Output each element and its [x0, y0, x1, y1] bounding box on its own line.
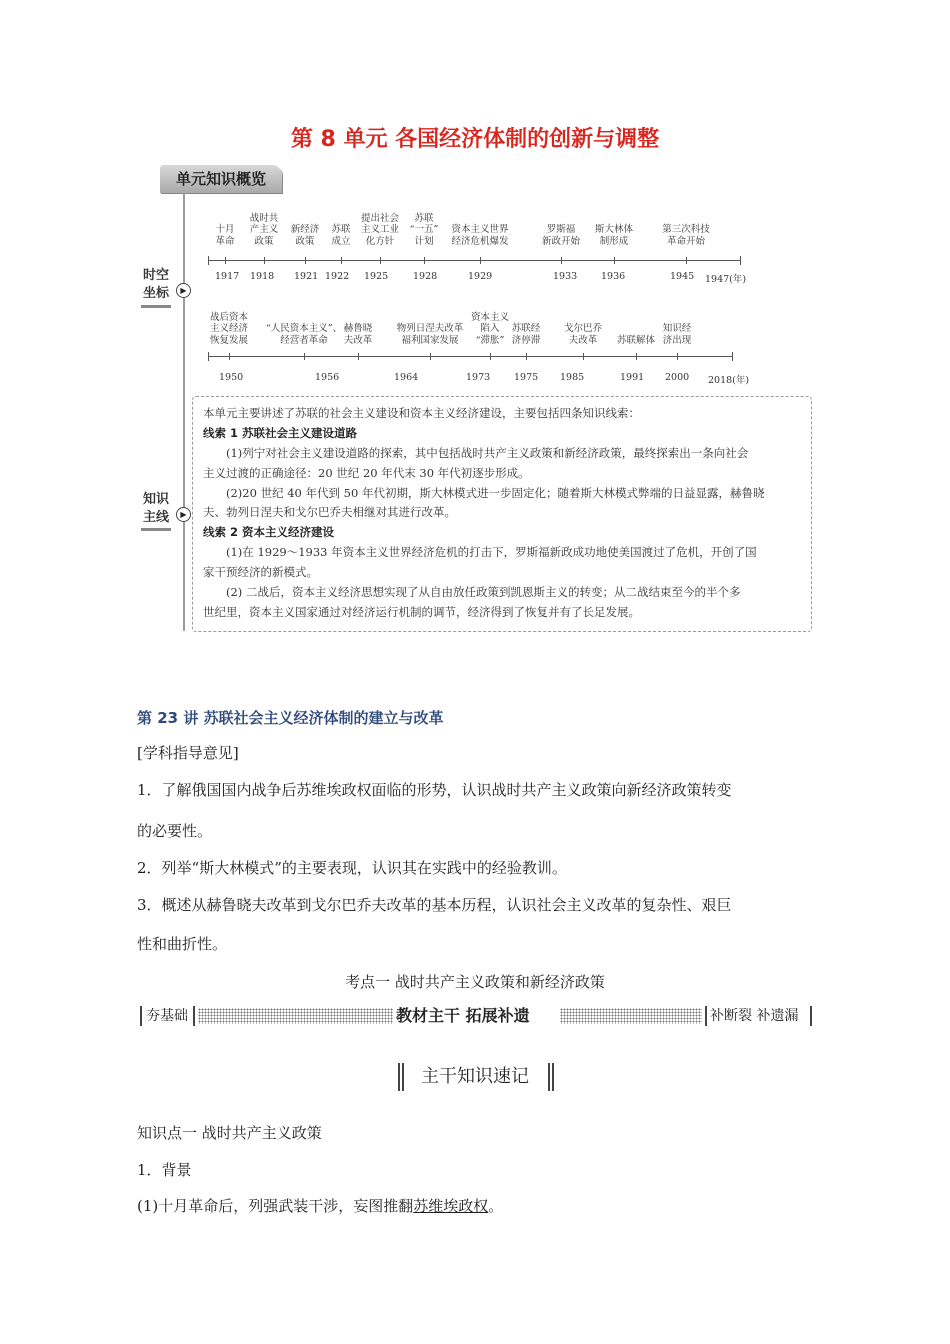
timeline-year: 1921 [294, 271, 319, 282]
guidance-line: 性和曲折性。 [137, 935, 228, 953]
banner-divider [193, 1006, 195, 1026]
timeline-event-line: “滞胀” [475, 334, 505, 346]
clue1-line: (1)列宁对社会主义建设道路的探索，其中包括战时共产主义政策和新经济政策，最终探索出一条向社会 [226, 446, 749, 460]
clue1-line: (2)20 世纪 40 年代到 50 年代初期，斯大林模式进一步固定化；随着斯大林模式弊端的日益显露，赫鲁晓 [226, 486, 765, 500]
timeline-axis-start [208, 352, 209, 361]
section-bar [548, 1063, 550, 1091]
timeline-event-line: 知识经 [662, 323, 692, 334]
timeline-axis-start [208, 256, 209, 265]
timeline-year: 1936 [601, 271, 626, 282]
timeline-year: 1933 [553, 271, 578, 282]
timeline-year: 1975 [514, 372, 539, 383]
background-line-underlined: 苏维埃政权 [413, 1197, 489, 1215]
timeline-tick [583, 353, 584, 360]
knowledge-intro: 本单元主要讲述了苏联的社会主义建设和资本主义经济建设，主要包括四条知识线索： [203, 406, 640, 420]
timeline-event-line: 夫改革 [343, 334, 373, 346]
timeline-event-line: 革命 [215, 235, 235, 247]
timeline-tick [424, 257, 425, 264]
knowledge-label-line1: 知识 [142, 492, 169, 507]
timeline-event-line: “人民资本主义”、 [265, 323, 343, 334]
timeline-event-line: 济停滞 [511, 334, 541, 346]
timeline-event-line: 斯大林体 [594, 224, 633, 235]
timeline-event-line: 化方针 [365, 235, 395, 247]
timeline-tick [636, 353, 637, 360]
guidance-heading: [学科指导意见] [137, 744, 239, 762]
timeline-tick [561, 257, 562, 264]
timeline-year: 1973 [466, 372, 491, 383]
background-heading: 1．背景 [137, 1161, 192, 1179]
timeline-year: 1991 [620, 372, 645, 383]
timeline-event [641, 224, 731, 247]
timeline-event-line: 政策 [254, 235, 274, 247]
timeline-year: 1917 [215, 271, 240, 282]
timeline-event-line: 提出社会 [360, 212, 399, 224]
timeline-year: 1985 [560, 372, 585, 383]
timeline-event-line: 经营者革命 [280, 334, 328, 346]
timeline-tick [305, 257, 306, 264]
timeline-tick [480, 257, 481, 264]
timeline-axis-end [740, 256, 741, 265]
banner-dots [198, 1008, 393, 1024]
clue1-line: 主义过渡的正确途径：20 世纪 20 年代末 30 年代初逐步形成。 [203, 466, 530, 480]
timeline-event-line: “一五” [409, 224, 439, 235]
spacetime-label-line1: 时空 [142, 268, 169, 283]
timeline-tick [380, 257, 381, 264]
play-arrow-icon: ▶ [176, 507, 191, 522]
timeline-year: 1947(年) [705, 274, 747, 285]
timeline-axis [208, 356, 732, 357]
timeline-event-line: 革命开始 [666, 235, 705, 247]
timeline-tick [614, 257, 615, 264]
timeline-axis [208, 260, 740, 261]
timeline-event-line: 戈尔巴乔 [563, 323, 602, 334]
banner-divider [140, 1006, 142, 1026]
timeline-event-line: 主义经济 [209, 323, 248, 334]
clue2-title: 线索 2 资本主义经济建设 [203, 525, 335, 539]
background-line-text: (1)十月革命后，列强武装干涉，妄图推翻 [137, 1197, 414, 1215]
background-line-suffix: 。 [488, 1197, 504, 1215]
timeline-event-line: 恢复发展 [209, 334, 248, 346]
timeline-tick [430, 353, 431, 360]
timeline-tick [341, 257, 342, 264]
timeline-event-line: 物列日涅夫改革 [396, 323, 464, 334]
guidance-line: 1．了解俄国国内战争后苏维埃政权面临的形势，认识战时共产主义政策向新经济政策转变 [137, 781, 732, 799]
timeline-event-line: 第三次科技 [662, 224, 710, 235]
banner-divider [810, 1006, 812, 1026]
banner-dots [560, 1008, 702, 1024]
lecture-title: 第 23 讲 苏联社会主义经济体制的建立与改革 [137, 709, 444, 727]
timeline-event-line: 罗斯福 [546, 224, 576, 235]
timeline-tick [264, 257, 265, 264]
clue2-line: 世纪里，资本主义国家通过对经济运行机制的调节，经济得到了恢复并有了长足发展。 [203, 605, 640, 619]
timeline-event-line: 陷入 [480, 323, 500, 334]
timeline-event-line: 苏联 [414, 212, 434, 224]
clue2-line: 家干预经济的新模式。 [203, 565, 318, 579]
timeline-event-line: 资本主义世界 [451, 224, 509, 235]
spacetime-label-bar [141, 305, 171, 308]
banner-divider [705, 1006, 707, 1026]
timeline-event [435, 224, 525, 247]
timeline-event-line: 苏联 [331, 224, 351, 235]
timeline-year: 1956 [315, 372, 340, 383]
timeline-year: 1928 [413, 271, 438, 282]
unit-title: 第 8 单元 各国经济体制的创新与调整 [290, 127, 660, 152]
knowledge-point-title: 知识点一 战时共产主义政策 [137, 1124, 322, 1142]
timeline-event-line: 苏联解体 [616, 334, 655, 346]
timeline-tick [677, 353, 678, 360]
timeline-event-line: 主义工业 [360, 224, 399, 235]
clue2-line: (1)在 1929～1933 年资本主义世界经济危机的打击下，罗斯福新政成功地使美国渡过了危机，开创了国 [226, 545, 757, 559]
knowledge-label [140, 491, 172, 527]
timeline-event-line: 政策 [295, 235, 315, 247]
knowledge-label-bar [141, 528, 171, 531]
timeline-event-line: 赫鲁晓 [343, 323, 373, 334]
timeline-tick [229, 353, 230, 360]
timeline-year: 1918 [250, 271, 275, 282]
clue2-line: (2) 二战后，资本主义经济思想实现了从自由放任政策到凯恩斯主义的转变；从二战结束至今的半个多 [226, 585, 741, 599]
timeline-event-line: 制形成 [599, 235, 629, 247]
timeline-year: 1922 [325, 271, 350, 282]
spacetime-label [140, 267, 172, 303]
timeline-event [632, 323, 722, 346]
timeline-event-line: 苏联经 [511, 323, 541, 334]
guidance-line: 3．概述从赫鲁晓夫改革到戈尔巴乔夫改革的基本历程，认识社会主义改革的复杂性、艰巨 [137, 896, 732, 914]
timeline-event-line: 产主义 [249, 224, 279, 235]
guidance-line: 2．列举“斯大林模式”的主要表现，认识其在实践中的经验教训。 [137, 859, 567, 877]
overview-tag: 单元知识概览 [160, 165, 282, 193]
clue1-line: 夫、勃列日涅夫和戈尔巴乔夫相继对其进行改革。 [203, 505, 456, 519]
timeline-tick [526, 353, 527, 360]
timeline-tick [304, 353, 305, 360]
banner-left: 夯基础 [146, 1008, 188, 1024]
timeline-event-line: 成立 [331, 235, 351, 247]
timeline-tick [358, 353, 359, 360]
clue1-title: 线索 1 苏联社会主义建设道路 [203, 426, 358, 440]
play-arrow-icon: ▶ [176, 283, 191, 298]
guidance-line: 的必要性。 [137, 822, 213, 840]
exam-point-title: 考点一 战时共产主义政策和新经济政策 [345, 973, 605, 991]
section-bar [552, 1063, 554, 1091]
timeline-event-line: 新政开始 [541, 235, 580, 247]
timeline-year: 1929 [468, 271, 493, 282]
timeline-year: 2000 [665, 372, 690, 383]
timeline-event-line: 新经济 [290, 224, 320, 235]
timeline-event-line: 济出现 [662, 334, 692, 346]
timeline-tick [686, 257, 687, 264]
banner-right: 补断裂 补遗漏 [710, 1008, 799, 1024]
spacetime-label-line2: 坐标 [142, 286, 169, 301]
banner-center: 教材主干 拓展补遗 [396, 1006, 530, 1025]
timeline-event-line: 战后资本 [209, 311, 248, 323]
timeline-year: 1964 [394, 372, 419, 383]
timeline-event-line: 福利国家发展 [401, 334, 459, 346]
timeline-year: 1945 [670, 271, 695, 282]
banner [140, 1003, 812, 1029]
timeline-event-line: 夫改革 [568, 334, 598, 346]
timeline-event-line: 计划 [414, 235, 434, 247]
timeline-axis-end [732, 352, 733, 361]
timeline-event-line: 经济危机爆发 [451, 235, 509, 247]
timeline-event-line: 战时共 [249, 212, 279, 224]
timeline-year: 1925 [364, 271, 389, 282]
timeline-year: 1950 [219, 372, 244, 383]
overview-vertical-line [183, 193, 185, 631]
knowledge-label-line2: 主线 [142, 510, 169, 525]
timeline-tick [225, 257, 226, 264]
timeline-year: 2018(年) [708, 375, 750, 386]
background-line [137, 1195, 503, 1216]
timeline-tick [490, 353, 491, 360]
timeline-event-line: 资本主义 [470, 311, 509, 323]
timeline-event-line: 十月 [215, 224, 235, 235]
section-title: 主干知识速记 [421, 1066, 529, 1087]
